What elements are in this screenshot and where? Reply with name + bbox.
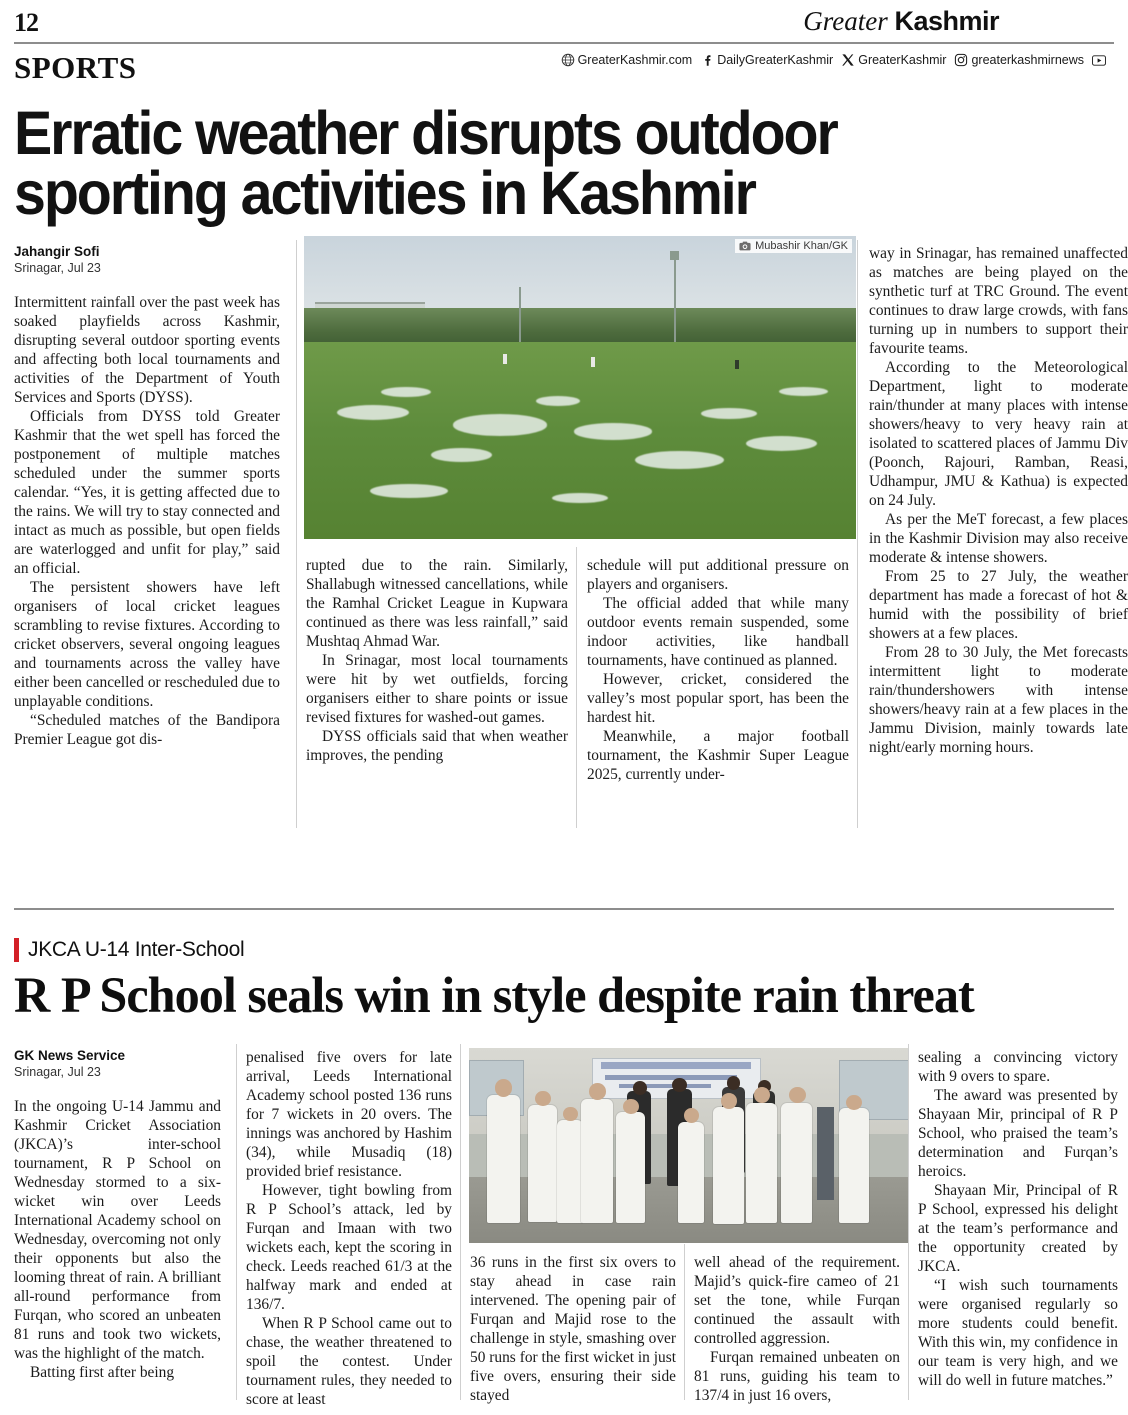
article1-column-2 (306, 556, 568, 765)
article2-column-2 (246, 1048, 452, 1409)
social-facebook[interactable] (700, 53, 833, 67)
paragraph: From 25 to 27 July, the weather department has made a forecast of hot & humid with the possibility of brief showers at a few places. (869, 567, 1128, 642)
paragraph: However, tight bowling from R P School’s attack, led by Furqan and Imaan with two wickets each, kept the scoring in check. Leeds reached 61/3 at the halfway mark and ended at 136/7. (246, 1182, 452, 1314)
social-instagram-label: greaterkashmirnews (971, 53, 1084, 67)
paragraph: well ahead of the requirement. Majid’s quick-fire cameo of 21 set the tone, while Furqan continued the assault with controlled aggression. (694, 1254, 900, 1348)
youtube-icon (1092, 53, 1106, 67)
paragraph: 36 runs in the first six overs to stay ahead in case rain intervened. The opening pair of Furqan and Majid rose to the challenge in style, smashing over 50 runs for the first wicket in just five overs, ensuring their side stayed (470, 1254, 676, 1405)
paragraph: “I wish such tournaments were organised regularly so more students could benefit. With this win, my confidence in our team is very high, and we will do well in future matches.” (918, 1277, 1118, 1390)
column-separator (908, 1044, 909, 1400)
article1-column-1 (14, 244, 280, 749)
masthead (14, 0, 1114, 46)
x-twitter-icon (841, 53, 855, 67)
article2-column-3 (470, 1253, 676, 1405)
article1-headline: Erratic weather disrupts outdoor sporting activities in Kashmir (14, 99, 837, 227)
social-website[interactable] (561, 53, 693, 67)
article1-column-3-text (587, 556, 849, 784)
article1-column-4 (869, 244, 1128, 757)
social-website-label: GreaterKashmir.com (577, 53, 693, 67)
kicker-accent-bar (14, 938, 19, 962)
paragraph: “Scheduled matches of the Bandipora Premier League got dis- (14, 711, 280, 748)
paragraph: As per the MeT forecast, a few places in the Kashmir Division may also receive moderate & intense showers. (869, 510, 1128, 566)
paragraph: In the ongoing U-14 Jammu and Kashmir Cricket Association (JKCA)’s inter-school tournament, R P School on Wednesday stormed to a six-wicket win over Leeds International Academy school on Wednesday, overcoming not only their opponents but also the looming threat of rain. A brilliant all-round performance from Furqan, who scored an unbeaten 81 runs and took two wickets, was the highlight of the match. (14, 1098, 221, 1363)
article1-byline-name: Jahangir Sofi (14, 243, 100, 259)
social-x-twitter-label: GreaterKashmir (858, 53, 947, 67)
facebook-icon (700, 53, 714, 67)
paragraph: The persistent showers have left organisers of local cricket leagues scrambling to revise fixtures. According to cricket observers, several ongoing leagues and tournaments across the valley have either been cancelled or rescheduled due to unplayable conditions. (14, 578, 280, 710)
paragraph: Intermittent rainfall over the past week has soaked playfields across Kashmir, disrupting several outdoor sporting events and affecting both local tournaments and activities of the Department of Youth Services and Sports (DYSS). (14, 293, 280, 406)
article2-column-1-text (14, 1097, 221, 1382)
paragraph: The award was presented by Shayaan Mir, principal of R P School, who praised the team’s determination and Furqan’s heroics. (918, 1087, 1118, 1181)
paragraph: Shayaan Mir, Principal of R P School, expressed his delight at the team’s performance and the opportunity created by JKCA. (918, 1182, 1118, 1276)
social-handles (561, 53, 1114, 67)
article2-column-4-text (694, 1253, 900, 1405)
article1-photo-credit-text: Mubashir Khan/GK (755, 239, 848, 252)
paragraph: DYSS officials said that when weather improves, the pending (306, 727, 568, 764)
paragraph: sealing a convincing victory with 9 overs to spare. (918, 1049, 1118, 1086)
article1 (14, 239, 1128, 824)
section-bar (14, 46, 1114, 92)
column-separator (296, 240, 297, 828)
brand-word-kashmir: Kashmir (894, 6, 999, 36)
newspaper-logo (803, 6, 999, 37)
article1-column-1-text (14, 293, 280, 749)
paragraph: way in Srinagar, has remained unaffected as matches are being played on the synthetic turf at TRC Ground. The event continues to draw large crowds, with fans turning up in numbers to support their favourite teams. (869, 244, 1128, 357)
masthead-divider (14, 42, 1114, 44)
paragraph: According to the Meteorological Department, light to moderate rain/thunder at many places with intense showers/heavy to very heavy rain at isolated to scattered places of Jammu Div (Poonch, Rajouri, Ramban, Reasi, Udhampur, JMU & Kathua) is expected on 24 July. (869, 358, 1128, 509)
column-separator (857, 240, 858, 828)
column-separator (460, 1044, 461, 1400)
column-separator (684, 1244, 685, 1400)
article2-photo (469, 1048, 909, 1243)
instagram-icon (954, 53, 968, 67)
article2-column-4 (694, 1253, 900, 1405)
camera-icon (739, 241, 751, 251)
article2-kicker (14, 938, 244, 962)
paragraph: schedule will put additional pressure on players and organisers. (587, 556, 849, 593)
article2-headline: R P School seals win in style despite rain threat (14, 968, 974, 1024)
social-facebook-label: DailyGreaterKashmir (717, 53, 834, 67)
brand-word-greater: Greater (803, 6, 888, 36)
paragraph: From 28 to 30 July, the Met forecasts intermittent light to moderate rain/thundershowers with intense showers/heavy rain at a few places in the Jammu Division, mainly towards late night/early morning hours. (869, 643, 1128, 756)
paragraph: The official added that while many outdoor events remain suspended, some indoor activities, like handball tournaments, have continued as planned. (587, 594, 849, 669)
paragraph: Meanwhile, a major football tournament, the Kashmir Super League 2025, currently under- (587, 727, 849, 783)
article2-byline-place: Srinagar, Jul 23 (14, 1065, 101, 1079)
paragraph: However, cricket, considered the valley’s most popular sport, has been the hardest hit. (587, 670, 849, 726)
paragraph: rupted due to the rain. Similarly, Shallabugh witnessed cancellations, while the Ramhal Cricket League in Kupwara continued as there was less rainfall,” said Mushtaq Ahmad War. (306, 556, 568, 650)
paragraph: When R P School came out to chase, the weather threatened to spoil the contest. Under tournament rules, they needed to score at least (246, 1315, 452, 1409)
section-title: SPORTS (14, 50, 137, 85)
paragraph: In Srinagar, most local tournaments were hit by wet outfields, forcing organisers either to share points or issue revised fixtures for washed-out games. (306, 651, 568, 726)
paragraph: Batting first after being (30, 1364, 175, 1382)
article2-column-5 (918, 1048, 1118, 1390)
article2-byline-name: GK News Service (14, 1048, 126, 1063)
social-x-twitter[interactable] (841, 53, 946, 67)
article2-column-2-text (246, 1048, 452, 1409)
article1-photo (304, 236, 856, 539)
social-instagram[interactable] (954, 53, 1084, 67)
column-separator (576, 547, 577, 828)
paragraph: penalised five overs for late arrival, Leeds International Academy school posted 136 runs for 7 wickets in 20 overs. The innings was anchored by Hashim (34), while Musadiq (18) provided brief resistance. (246, 1049, 452, 1181)
article1-column-2-text (306, 556, 568, 765)
article2-column-1 (14, 1048, 221, 1382)
globe-icon (561, 53, 575, 67)
paragraph: Officials from DYSS told Greater Kashmir that the wet spell has forced the postponement of multiple matches scheduled under the summer sports calendar. “Yes, it is getting affected due to the rains. We will try to stay connected and intact as much as possible, but open fields are waterlogged and unfit for play,” said an official. (14, 407, 280, 577)
paragraph: Furqan remained unbeaten on 81 runs, guiding his team to 137/4 in just 16 overs, (694, 1349, 900, 1405)
social-youtube[interactable] (1092, 53, 1109, 67)
article1-column-4-text (869, 244, 1128, 757)
article1-photo-credit (735, 239, 852, 253)
article2-kicker-text: JKCA U-14 Inter-School (28, 938, 245, 961)
article2-column-5-text (918, 1048, 1118, 1390)
article2-column-3-text (470, 1253, 676, 1405)
article1-byline-place: Srinagar, Jul 23 (14, 260, 101, 275)
article2 (14, 1048, 1118, 1409)
article-divider (14, 908, 1114, 910)
article1-column-3 (587, 556, 849, 784)
page-number: 12 (14, 8, 38, 37)
column-separator (236, 1044, 237, 1400)
